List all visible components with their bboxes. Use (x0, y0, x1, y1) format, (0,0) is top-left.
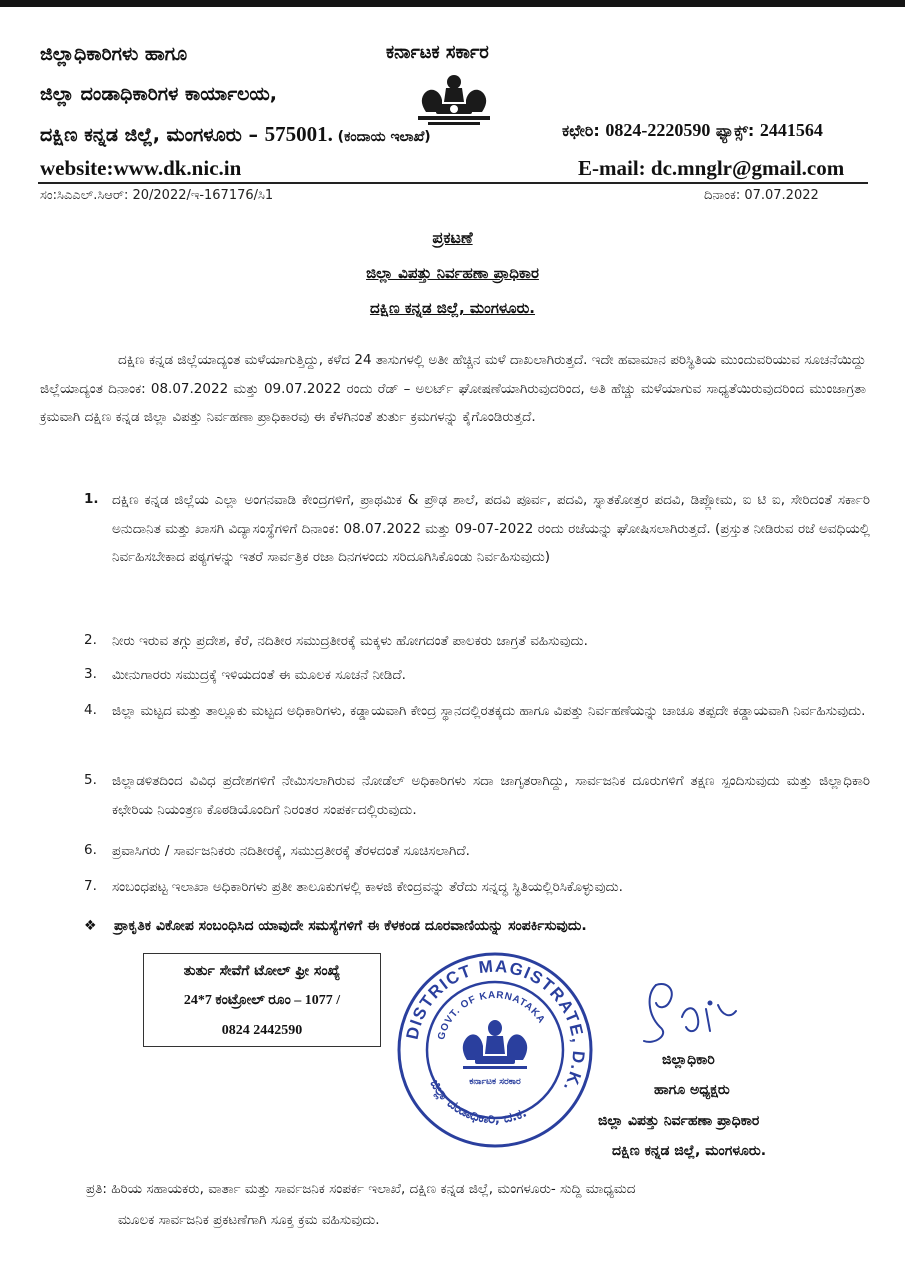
department: (ಕಂದಾಯ ಇಲಾಖೆ) (332, 129, 431, 145)
top-edge-bar (0, 0, 905, 7)
email: E-mail: dc.mnglr@gmail.com (578, 156, 845, 180)
header-rule (38, 182, 868, 184)
list-item: ದಕ್ಷಿಣ ಕನ್ನಡ ಜಿಲ್ಲೆಯ ಎಲ್ಲಾ ಅಂಗನವಾಡಿ ಕೇಂದ್ರಗಳಿಗೆ, ಪ್ರಾಥಮಿಕ & ಪ್ರೌಢ ಶಾಲೆ, ಪದವಿ ಪೂರ್ವ, ಪದವಿ, ಸ್ನಾತಕೋತ್ತರ ಪದವಿ, ಡಿಪ್ಲೋಮ, ಐ ಟಿ ಐ, ಸೇರಿದಂತೆ ಸರ್ಕಾರಿ ಅನುದಾನಿತ ಮತ್ತು ಖಾಸಗಿ ವಿದ್ಯಾಸಂಸ್ಥೆಗಳಿಗೆ ದಿನಾಂಕ: 08.07.2022 ಮತ್ತು 09-07-2022 ರಂದು ರಜೆಯನ್ನು ಘೋಷಿಸಲಾಗಿರುತ್ತದೆ. (ಪ್ರಸ್ತುತ ನೀಡಿರುವ ರಜೆ ಅವಧಿಯಲ್ಲಿ ನಿರ್ವಹಿಸಬೇಕಾದ ಪಠ್ಯಗಳನ್ನು ಇತರೆ ಸಾರ್ವತ್ರಿಕ ರಜಾ ದಿನಗಳಂದು ಸರಿದೂಗಿಸಿಕೊಂಡು ನಿರ್ವಹಿಸುವುದು) (112, 492, 870, 565)
item-number: 3. (84, 666, 97, 682)
copy-to-line-1: ಪ್ರತಿ: ಹಿರಿಯ ಸಹಾಯಕರು, ವಾರ್ತಾ ಮತ್ತು ಸಾರ್ವಜನಿಕ ಸಂಪರ್ಕ ಇಲಾಖೆ, ದಕ್ಷಿಣ ಕನ್ನಡ ಜಿಲ್ಲೆ, ಮಂಗಳೂರು- ಸುದ್ದಿ ಮಾಧ್ಯಮದ (86, 1181, 636, 1197)
helpline-line-1: ತುರ್ತು ಸೇವೆಗೆ ಟೋಲ್ ಫ್ರೀ ಸಂಖ್ಯೆ (183, 963, 341, 979)
helpline-instruction-text: ಪ್ರಾಕೃತಿಕ ವಿಕೋಪ ಸಂಬಂಧಿಸಿದ ಯಾವುದೇ ಸಮಸ್ಯೆಗಳಿಗೆ ಈ ಕೆಳಕಂಡ ದೂರವಾಣಿಯನ್ನು ಸಂಪರ್ಕಿಸುವುದು. (114, 918, 587, 934)
item-number: 6. (84, 842, 97, 858)
seal-inner-text: GOVT. OF KARNATAKA (436, 989, 547, 1042)
notice-title: ಪ್ರಕಟಣೆ (432, 228, 473, 247)
item-number: 2. (84, 632, 97, 648)
office-line-2: ಜಿಲ್ಲಾ ದಂಡಾಧಿಕಾರಿಗಳ ಕಾರ್ಯಾಲಯ, (40, 83, 277, 105)
list-item: ಜಿಲ್ಲಾ ಮಟ್ಟದ ಮತ್ತು ತಾಲ್ಲೂಕು ಮಟ್ಟದ ಅಧಿಕಾರಿಗಳು, ಕಡ್ಡಾಯವಾಗಿ ಕೇಂದ್ರ ಸ್ಥಾನದಲ್ಲಿರತಕ್ಕದು ಹಾಗೂ ವಿಪತ್ತು ನಿರ್ವಹಣೆಯನ್ನು ಚಾಚೂ ತಪ್ಪದೇ ಕಡ್ಡಾಯವಾಗಿ ನಿರ್ವಹಿಸುವುದು. (112, 703, 866, 719)
place-title: ದಕ್ಷಿಣ ಕನ್ನಡ ಜಿಲ್ಲೆ, ಮಂಗಳೂರು. (369, 299, 536, 317)
seal-kannada-bottom: ಜಿಲ್ಲಾ ದಂಡಾಧಿಕಾರಿ, ದ.ಕ. (426, 1077, 530, 1128)
office-address (40, 34, 431, 157)
copy-to (86, 1174, 856, 1236)
signatory-line-1: ಜಿಲ್ಲಾಧಿಕಾರಿ (662, 1052, 715, 1068)
government-title: ಕರ್ನಾಟಕ ಸರ್ಕಾರ (386, 42, 489, 63)
list-item: ಜಿಲ್ಲಾಡಳಿತದಿಂದ ವಿವಿಧ ಪ್ರದೇಶಗಳಿಗೆ ನೇಮಿಸಲಾಗಿರುವ ನೋಡೆಲ್ ಅಧಿಕಾರಿಗಳು ಸದಾ ಜಾಗೃತರಾಗಿದ್ದು, ಸಾರ್ವಜನಿಕ ದೂರುಗಳಿಗೆ ತಕ್ಷಣ ಸ್ಪಂದಿಸುವುದು ಮತ್ತು ಜಿಲ್ಲಾಧಿಕಾರಿ ಕಛೇರಿಯ ನಿಯಂತ್ರಣ ಕೊಠಡಿಯೊಂದಿಗೆ ನಿರಂತರ ಸಂಪರ್ಕದಲ್ಲಿರುವುದು. (112, 773, 870, 818)
list-item: ಸಂಬಂಧಪಟ್ಟ ಇಲಾಖಾ ಅಧಿಕಾರಿಗಳು ಪ್ರತೀ ತಾಲೂಕುಗಳಲ್ಲಿ ಕಾಳಜಿ ಕೇಂದ್ರವನ್ನು ತೆರೆದು ಸನ್ನದ್ಧ ಸ್ಥಿತಿಯಲ್ಲಿರಿಸಿಕೊಳ್ಳುವುದು. (112, 879, 623, 895)
fax-number: 2441564 (759, 120, 823, 140)
signatory-line-3: ಜಿಲ್ಲಾ ವಿಪತ್ತು ನಿರ್ವಹಣಾ ಪ್ರಾಧಿಕಾರ (598, 1113, 760, 1129)
helpline-line-3: 0824 2442590 (221, 1023, 303, 1038)
pincode: 575001. (264, 122, 333, 146)
state-emblem-icon (408, 72, 500, 128)
intro-paragraph: ದಕ್ಷಿಣ ಕನ್ನಡ ಜಿಲ್ಲೆಯಾದ್ಯಂತ ಮಳೆಯಾಗುತ್ತಿದ್ದು, ಕಳೆದ 24 ತಾಸುಗಳಲ್ಲಿ ಅತೀ ಹೆಚ್ಚಿನ ಮಳೆ ದಾಖಲಾಗಿರುತ್ತದೆ. ಇದೇ ಹವಾಮಾನ ಪರಿಸ್ಥಿತಿಯ ಮುಂದುವರಿಯುವ ಸೂಚನೆಯಿದ್ದು ಜಿಲ್ಲೆಯಾದ್ಯಂತ ದಿನಾಂಕ: 08.07.2022 ಮತ್ತು 09.07.2022 ರಂದು ರೆಡ್ – ಅಲರ್ಟ್ ಘೋಷಣೆಯಾಗಿರುವುದರಿಂದ, ಅತಿ ಹೆಚ್ಚು ಮಳೆಯಾಗುವ ಸಾಧ್ಯತೆಯಿರುವುದರಿಂದ ಮುಂಜಾಗ್ರತಾ ಕ್ರಮವಾಗಿ ದಕ್ಷಿಣ ಕನ್ನಡ ಜಿಲ್ಲಾ ವಿಪತ್ತು ನಿರ್ವಹಣಾ ಪ್ರಾಧಿಕಾರವು ಈ ಕೆಳಗಿನಂತೆ ತುರ್ತು ಕ್ರಮಗಳನ್ನು ಕೈಗೊಂಡಿರುತ್ತದೆ. (40, 352, 866, 425)
item-number: 4. (84, 702, 97, 718)
reference-number: ಸಂ:ಸಿಎಎಲ್.ಸಿಆರ್: 20/2022/ಇ-167176/ಸಿ1 (40, 188, 274, 203)
helpline-box (143, 953, 381, 1047)
office-line-3 (40, 114, 431, 157)
contact-phone-fax (562, 120, 823, 141)
copy-to-line-2: ಮೂಲಕ ಸಾರ್ವಜನಿಕ ಪ್ರಕಟಣೆಗಾಗಿ ಸೂಕ್ತ ಕ್ರಮ ವಹಿಸುವುದು. (118, 1212, 380, 1228)
office-phone-label: ಕಛೇರಿ: (562, 121, 606, 140)
office-line-3-text: ದಕ್ಷಿಣ ಕನ್ನಡ ಜಿಲ್ಲೆ, ಮಂಗಳೂರು – (40, 124, 265, 146)
helpline-line-2: 24*7 ಕಂಟ್ರೋಲ್ ರೂಂ – 1077 / (183, 993, 341, 1008)
seal-kannada-gov: ಕರ್ನಾಟಕ ಸರಕಾರ (469, 1077, 521, 1087)
authority-title: ಜಿಲ್ಲಾ ವಿಪತ್ತು ನಿರ್ವಹಣಾ ಪ್ರಾಧಿಕಾರ (366, 264, 539, 282)
list-item: ನೀರು ಇರುವ ತಗ್ಗು ಪ್ರದೇಶ, ಕೆರೆ, ನದಿತೀರ ಸಮುದ್ರತೀರಕ್ಕೆ ಮಕ್ಕಳು ಹೋಗದಂತೆ ಪಾಲಕರು ಜಾಗ್ರತೆ ವಹಿಸುವುದು. (112, 633, 588, 649)
item-number: 5. (84, 772, 97, 788)
diamond-bullet-icon: ❖ (84, 918, 97, 934)
item-number: 7. (84, 878, 97, 894)
website: website:www.dk.nic.in (40, 156, 242, 180)
item-number: 1. (84, 491, 99, 507)
signatory-line-4: ದಕ್ಷಿಣ ಕನ್ನಡ ಜಿಲ್ಲೆ, ಮಂಗಳೂರು. (612, 1143, 767, 1159)
office-phone: 0824-2220590 (605, 120, 711, 140)
signatory-line-2: ಹಾಗೂ ಅಧ್ಯಕ್ಷರು (654, 1082, 730, 1098)
fax-label: ಫ್ಯಾಕ್ಸ್: (710, 121, 760, 140)
signature-icon (626, 975, 756, 1055)
seal-outer-text: DISTRICT MAGISTRATE, D.K. (402, 956, 589, 1096)
office-line-1: ಜಿಲ್ಲಾಧಿಕಾರಿಗಳು ಹಾಗೂ (40, 43, 188, 65)
list-item: ಪ್ರವಾಸಿಗರು / ಸಾರ್ವಜನಿಕರು ನದಿತೀರಕ್ಕೆ, ಸಮುದ್ರತೀರಕ್ಕೆ ತೆರಳದಂತೆ ಸೂಚಿಸಲಾಗಿದೆ. (112, 843, 470, 859)
district-magistrate-seal-icon (395, 950, 595, 1150)
list-item: ಮೀನುಗಾರರು ಸಮುದ್ರಕ್ಕೆ ಇಳಿಯದಂತೆ ಈ ಮೂಲಕ ಸೂಚನೆ ನೀಡಿದೆ. (112, 667, 406, 683)
helpline-instruction (84, 918, 587, 934)
notice-date: ದಿನಾಂಕ: 07.07.2022 (704, 188, 819, 203)
